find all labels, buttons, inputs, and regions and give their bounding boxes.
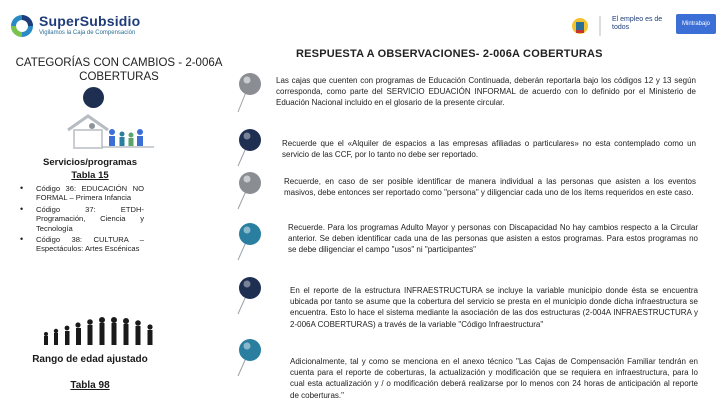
brand-tagline: Vigilamos la Caja de Compensación: [39, 30, 136, 36]
response-paragraph: Las cajas que cuenten con programas de Educación Continuada, deberán reportarla bajo los códigos 12 y 13 según corresponda, como parte del SERVICIO EDUACIÓN INFORMAL de acuerdo con lo definido por el Ministerio de Eduación Nacional incluido en el glosario de la presente circular.: [276, 76, 696, 108]
service-code-list: [26, 184, 144, 256]
response-paragraph: Adicionalmente, tal y como se menciona en el anexo técnico "Las Cajas de Compensación Familiar tendrán en cuenta para el reporte de coberturas, la actualización y modificación que se requiera en infraestructura, para lo cual esta actualización y / o modificación deberá realizarse por lo menos con 24 horas de anticipación al reporte de coberturas.": [290, 357, 698, 400]
pushpin-icon: [228, 165, 288, 215]
mintrabajo-logo: Mintrabajo: [676, 14, 716, 34]
response-paragraph: Recuerde que el «Alquiler de espacios a las empresas afiliadas o particulares» no esta contemplado como un servicio de las CCF, por lo tanto no debe ser reportado.: [282, 139, 696, 160]
left-section-title: CATEGORÍAS CON CAMBIOS - 2-006A COBERTURAS: [15, 57, 223, 83]
brand-name: SuperSubsidio: [39, 13, 141, 29]
right-section-title: RESPUESTA A OBSERVACIONES- 2-006A COBERTURAS: [296, 48, 603, 60]
services-programs-title: Servicios/programas: [43, 157, 137, 168]
services-table-reference: Tabla 15: [71, 170, 109, 181]
age-range-table-reference: Tabla 98: [70, 380, 110, 391]
response-paragraph: Recuerde, en caso de ser posible identificar de manera individual a las personas que asisten a los eventos masivos, debe entonces ser reportado como "persona" y diligenciar cada uno de los ítems requeridos en este caso.: [284, 177, 696, 198]
left-section-bullet: [83, 87, 104, 108]
family-house-illustration: [62, 108, 158, 152]
pushpin-icon: [228, 216, 288, 266]
response-paragraph: En el reporte de la estructura INFRAESTRUCTURA se incluye la variable municipio donde ésta se encuentra ubicada por tanto se asume que la cobertura del servicio se presta en el municipio donde dicha infraestructura se encuentra. Esto lo hace el sistema mediante la asociación de las dos estructuras (2-004A INFRAESTRUCTURA y 2-006A COBERTURAS) a través de la variable "Código Infraestructura": [290, 286, 698, 329]
pushpin-icon: [228, 270, 288, 320]
list-item: • Código 38: CULTURA – Espectáculos: Artes Escénicas: [26, 235, 144, 254]
list-item: • Código 36: EDUCACIÓN NO FORMAL – Primera Infancia: [26, 184, 144, 203]
list-item: • Código 37: ETDH- Programación, Ciencia y Tecnología: [26, 205, 144, 233]
gov-empleo-label: El empleo es de todos: [612, 16, 663, 31]
age-range-title: Rango de edad ajustado: [32, 354, 148, 365]
response-paragraph: Recuerde. Para los programas Adulto Mayor y personas con Discapacidad No hay cambios respecto a la Circular anterior. Se deben identificar cada una de las personas que asisten a estos programas. Para estos programas no se debe diligenciar el campo "usos" ni "participantes": [288, 223, 698, 255]
human-evolution-illustration: [40, 310, 160, 346]
pushpin-icon: [228, 332, 288, 382]
